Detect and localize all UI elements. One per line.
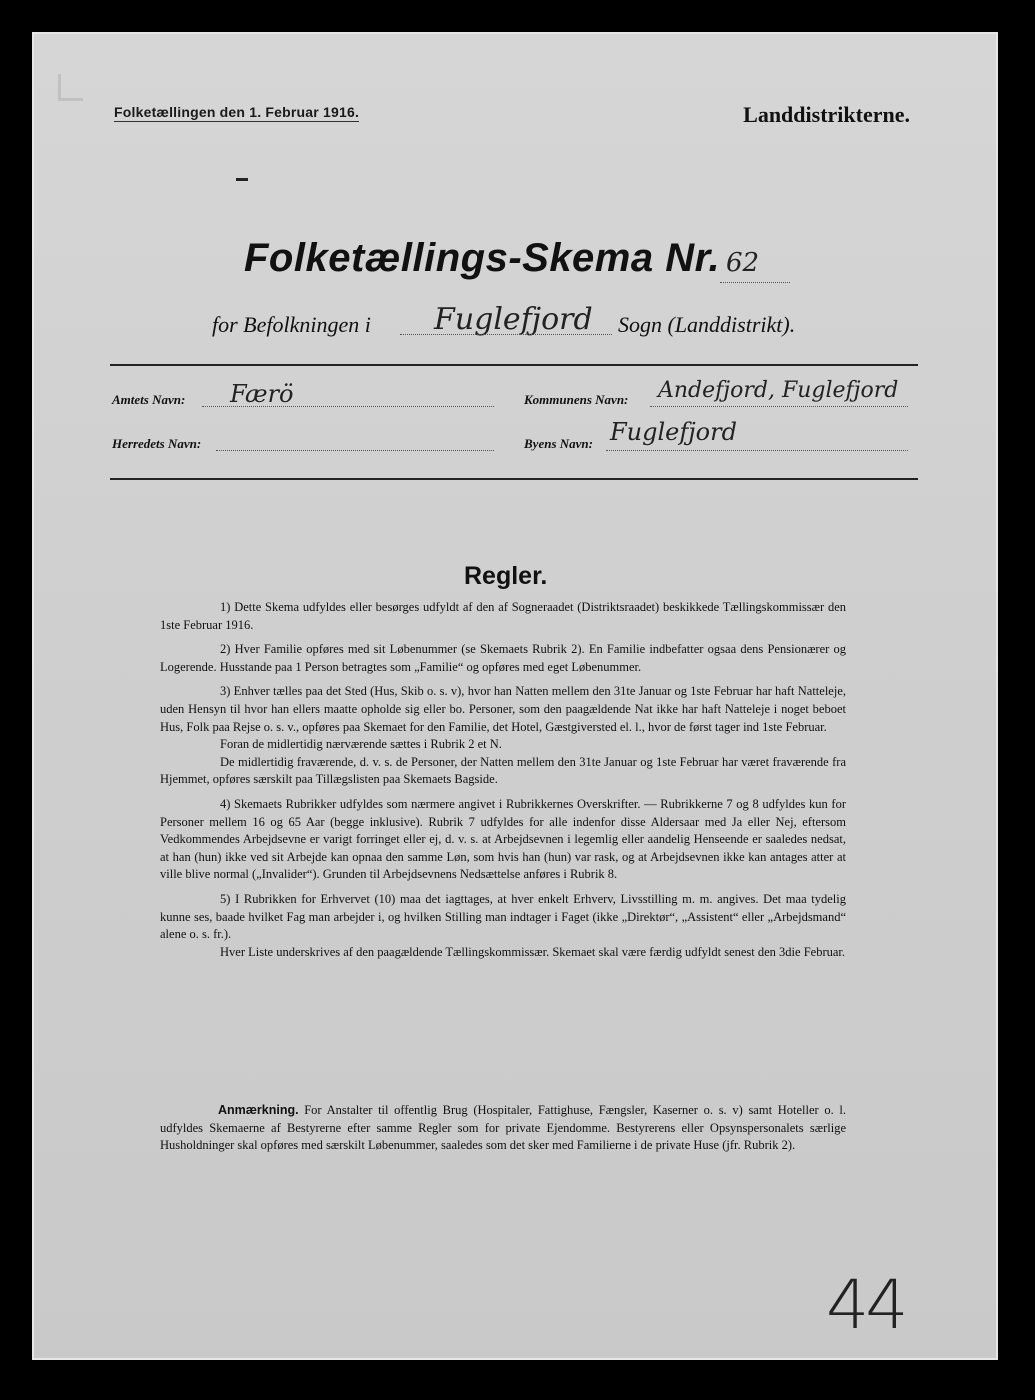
dash-mark bbox=[236, 178, 248, 181]
amt-label: Amtets Navn: bbox=[112, 392, 186, 407]
rule-paragraph: 1) Dette Skema udfyldes eller besørges udfyldt af den af Sogneraadet (Distriktsraadet) beskikkede Tællingskommissær den 1ste Februar 1916. bbox=[160, 600, 846, 632]
page-number-handwritten: 44 bbox=[826, 1266, 905, 1345]
by-label: Byens Navn: bbox=[524, 436, 593, 451]
rules-body bbox=[160, 599, 846, 968]
remark-paragraph bbox=[160, 1102, 846, 1155]
rule-paragraph: 4) Skemaets Rubrikker udfyldes som nærmere angivet i Rubrikkernes Overskrifter. — Rubrikkerne 7 og 8 udfyldes kun for Personer mellem 16 og 65 Aar (begge inklusive). Rubrik 7 udfyldes for alle indenfor disse Aldersaar med Ja eller Nej, eftersom Vedkommendes Arbejdsevne er varigt forringet eller ej, d. v. s. at Arbejdsevnen i legemlig eller aandelig Henseende er saaledes nedsat, at han (hun) ikke ved sit Arbejde kan opnaa den samme Løn, som hvis han (hun) var rask, og at Arbejdsevnen ikke kan antages atter at ville blive normal („Invalider“). Grunden til Arbejdsevnens Nedsættelse anføres i Rubrik 8. bbox=[160, 796, 846, 882]
census-date-header: Folketællingen den 1. Februar 1916. bbox=[114, 104, 360, 120]
subtitle-prefix: for Befolkningen i bbox=[212, 312, 371, 337]
remark-text: For Anstalter til offentlig Brug (Hospitaler, Fattighuse, Fængsler, Kaserner o. s. v) samt Hoteller o. l. udfyldes Skemaerne af Bestyrerne efter samme Regler som for private Ejendomme. Bestyrerens eller Opsynspersonalets særlige Husholdninger skal opføres med særskilt Løbenummer, saaledes som det sker med Familierne i de private Huse (jfr. Rubrik 2). bbox=[160, 1103, 846, 1153]
rule-paragraph: Hver Liste underskrives af den paagældende Tællingskommissær. Skemaet skal være færdig udfyldt senest den 3die Februar. bbox=[220, 944, 845, 959]
sogn-line bbox=[400, 334, 612, 335]
rule-paragraph: Foran de midlertidig nærværende sættes i Rubrik 2 et N. bbox=[220, 737, 502, 752]
by-line bbox=[606, 450, 908, 451]
bottom-divider bbox=[110, 478, 918, 480]
rule-paragraph: 5) I Rubrikken for Erhvervet (10) maa det iagttages, at hver enkelt Erhverv, Livsstilling m. m. angives. Det maa tydelig kunne ses, baade hvilket Fag man arbejder i, og hvilken Stilling man indtager i Faget (ikke „Direktør“, „Assistent“ eller „Arbejdsmand“ alene o. s. fr.). bbox=[160, 891, 846, 942]
amt-value: Færö bbox=[230, 380, 294, 408]
kommune-value: Andefjord, Fuglefjord bbox=[658, 378, 899, 403]
form-title: Folketællings-Skema Nr. bbox=[244, 236, 721, 280]
amt-line bbox=[202, 406, 494, 407]
kommune-label: Kommunens Navn: bbox=[524, 392, 629, 407]
by-value: Fuglefjord bbox=[610, 418, 737, 446]
rule-paragraph: De midlertidig fraværende, d. v. s. de Personer, der Natten mellem den 31te Januar og 1ste Februar har været fraværende fra Hjemmet, opføres særskilt paa Tillægslisten paa Skemaets Bagside. bbox=[160, 754, 846, 787]
remark-block bbox=[160, 1102, 846, 1155]
top-divider bbox=[110, 364, 918, 366]
form-number-line bbox=[720, 282, 790, 283]
census-form-page bbox=[32, 32, 998, 1360]
subtitle-suffix: Sogn (Landdistrikt). bbox=[618, 312, 796, 337]
sogn-handwritten: Fuglefjord bbox=[434, 302, 593, 337]
rule-paragraph: 3) Enhver tælles paa det Sted (Hus, Skib o. s. v), hvor han Natten mellem den 31te Januar og 1ste Februar har haft Natteleje, uden Hensyn til hvor han ellers maatte opholde sig eller bo. Personer, som den paagældende Nat ikke har haft Natteleje i noget beboet Hus, Folk paa Rejse o. s. v., opføres paa Skemaet for den Familie, det Hotel, Gæstgiversted el. l., hvor de først tager ind 1ste Februar. bbox=[160, 684, 846, 734]
herred-line bbox=[216, 450, 494, 451]
kommune-line bbox=[650, 406, 908, 407]
herred-label: Herredets Navn: bbox=[112, 436, 202, 451]
rule-paragraph: 2) Hver Familie opføres med sit Løbenummer (se Skemaets Rubrik 2). En Familie indbefatter ogsaa dens Pensionærer og Logerende. Husstande paa 1 Person betragtes som „Familie“ og opføres med eget Løbenummer. bbox=[160, 642, 846, 674]
district-type-header: Landdistrikterne. bbox=[743, 102, 910, 127]
remark-label: Anmærkning. bbox=[218, 1103, 299, 1117]
rules-heading: Regler. bbox=[464, 562, 548, 590]
faded-corner-mark bbox=[58, 74, 83, 101]
form-number-handwritten: 62 bbox=[726, 248, 760, 278]
